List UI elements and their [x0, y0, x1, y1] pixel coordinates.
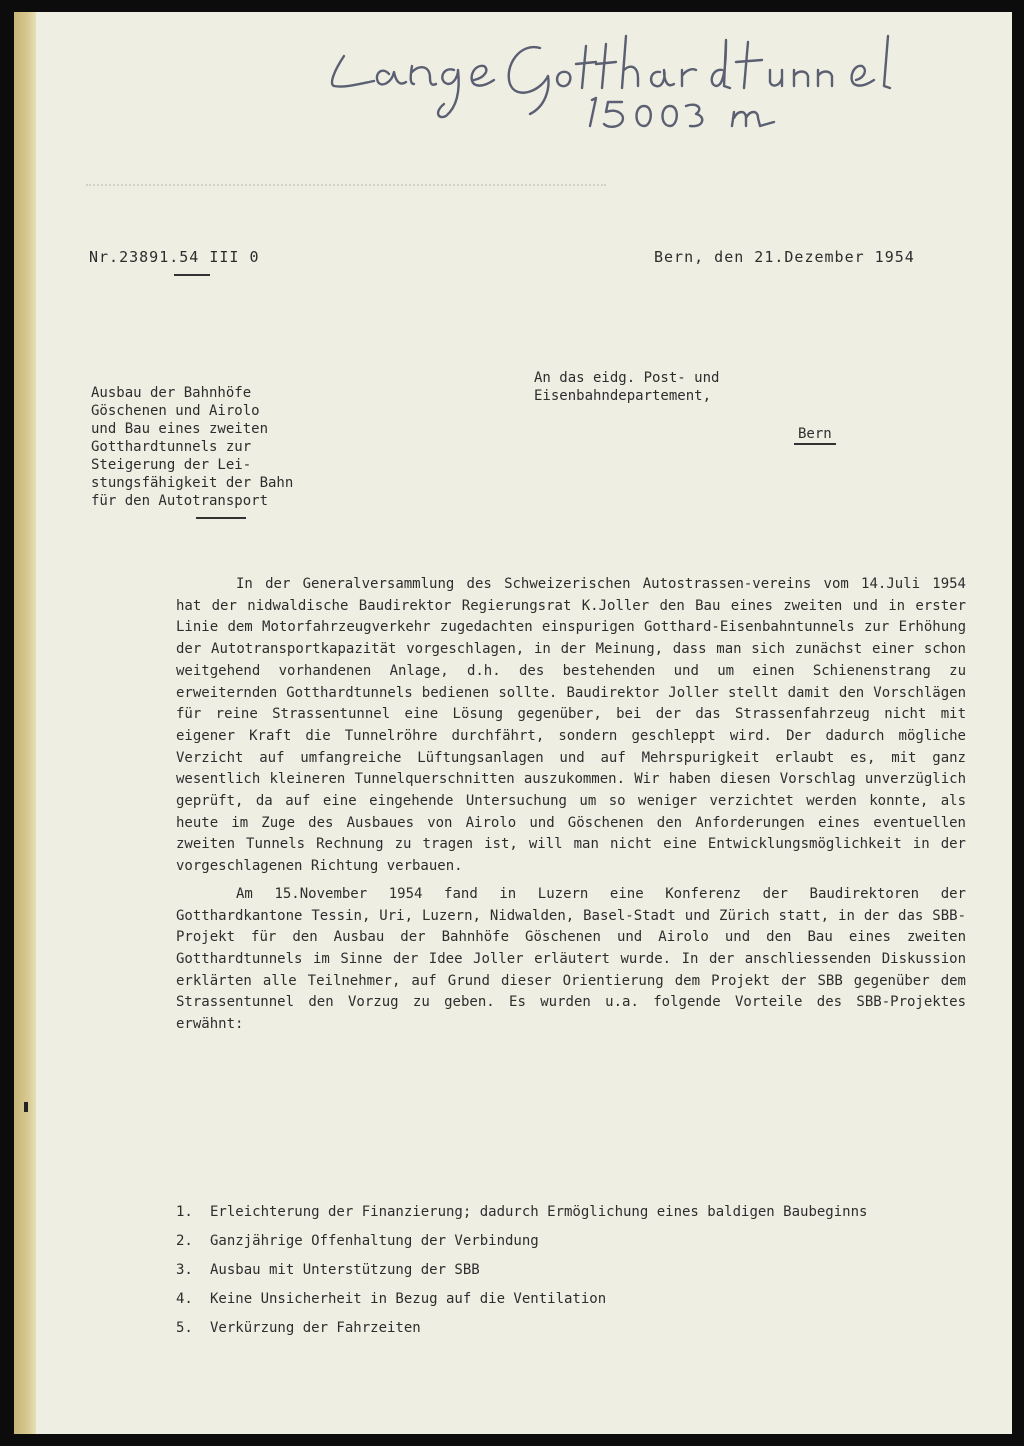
list-item-text: Ganzjährige Offenhaltung der Verbindung — [210, 1233, 539, 1249]
faint-stamp-line — [86, 184, 606, 196]
recipient-address: An das eidg. Post- und Eisenbahndepartement, — [534, 370, 720, 404]
list-item-number: 5. — [176, 1320, 193, 1336]
list-item-text: Verkürzung der Fahrzeiten — [210, 1320, 421, 1336]
advantages-list — [176, 1202, 966, 1347]
document-page — [14, 12, 1012, 1434]
letter-body — [176, 574, 966, 1042]
list-item-number: 3. — [176, 1262, 193, 1278]
paper-edge-strip — [14, 12, 36, 1434]
reference-number: Nr.23891.54 III 0 — [89, 248, 260, 266]
subject-block: Ausbau der Bahnhöfe Göschenen und Airolo und Bau eines zweiten Gotthardtunnels zur Steigerung der Lei- stungsfähigkeit der Bahn für den Autotransport — [91, 385, 294, 509]
list-item — [176, 1260, 966, 1280]
list-item — [176, 1318, 966, 1338]
list-item — [176, 1231, 966, 1251]
body-paragraph-2: Am 15.November 1954 fand in Luzern eine Konferenz der Baudirektoren der Gotthardkantone Tessin, Uri, Luzern, Nidwalden, Basel-Stadt und Zürich statt, in der das SBB-Projekt für den Ausbau der Bahnhöfe Göschenen und Airolo und den Bau eines zweiten Gotthardtunnels im Sinne der Idee Joller erläutert wurde. In der anschliessenden Diskussion erklärten alle Teilnehmer, auf Grund dieser Orientierung dem Projekt der SBB gegenüber dem Strassentunnel den Vorzug zu geben. Es wurden u.a. folgende Vorteile des SBB-Projektes erwähnt: — [176, 885, 966, 1033]
list-item-text: Erleichterung der Finanzierung; dadurch Ermöglichung eines baldigen Baubeginns — [210, 1204, 868, 1220]
handwritten-annotation — [304, 26, 904, 136]
list-item-number: 1. — [176, 1204, 193, 1220]
list-item-number: 2. — [176, 1233, 193, 1249]
reference-underline — [174, 274, 210, 276]
recipient-city: Bern — [794, 426, 836, 445]
list-item-text: Keine Unsicherheit in Bezug auf die Ventilation — [210, 1291, 607, 1307]
list-item — [176, 1202, 966, 1222]
subject-underline — [196, 517, 246, 519]
place-date: Bern, den 21.Dezember 1954 — [654, 248, 915, 266]
list-item — [176, 1289, 966, 1309]
body-paragraph-1: In der Generalversammlung des Schweizerischen Autostrassen-vereins vom 14.Juli 1954 hat der nidwaldische Baudirektor Regierungsrat K.Joller den Bau eines zweiten und in erster Linie dem Motorfahrzeugverkehr zugedachten einspurigen Gotthard-Eisenbahntunnels zur Erhöhung der Autotransportkapazität vorgeschlagen, in der Meinung, dass man sich zunächst einer schon weitgehend vorhandenen Anlage, d.h. des bestehenden und um einen Schienenstrang zu erweiternden Gotthardtunnels bedienen sollte. Baudirektor Joller stellt damit den Vorschlägen für reine Strassentunnel eine Lösung gegenüber, bei der das Strassenfahrzeug nicht mit eigener Kraft die Tunnelröhre durchfährt, sondern geschleppt wird. Der dadurch mögliche Verzicht auf umfangreiche Lüftungsanlagen und auf Mehrspurigkeit erlaubt es, mit ganz wesentlich kleineren Tunnelquerschnitten auszukommen. Wir haben diesen Vorschlag unverzüglich geprüft, da auf eine eingehende Untersuchung um so weniger verzichtet werden konnte, als heute im Zuge des Ausbaues von Airolo und Göschenen den Anforderungen eines eventuellen zweiten Tunnels Rechnung zu tragen ist, will man nicht eine Entwicklungsmöglichkeit in der vorgeschlagenen Richtung verbauen. — [176, 576, 966, 875]
list-item-number: 4. — [176, 1291, 193, 1307]
binder-mark — [24, 1102, 28, 1112]
list-item-text: Ausbau mit Unterstützung der SBB — [210, 1262, 480, 1278]
